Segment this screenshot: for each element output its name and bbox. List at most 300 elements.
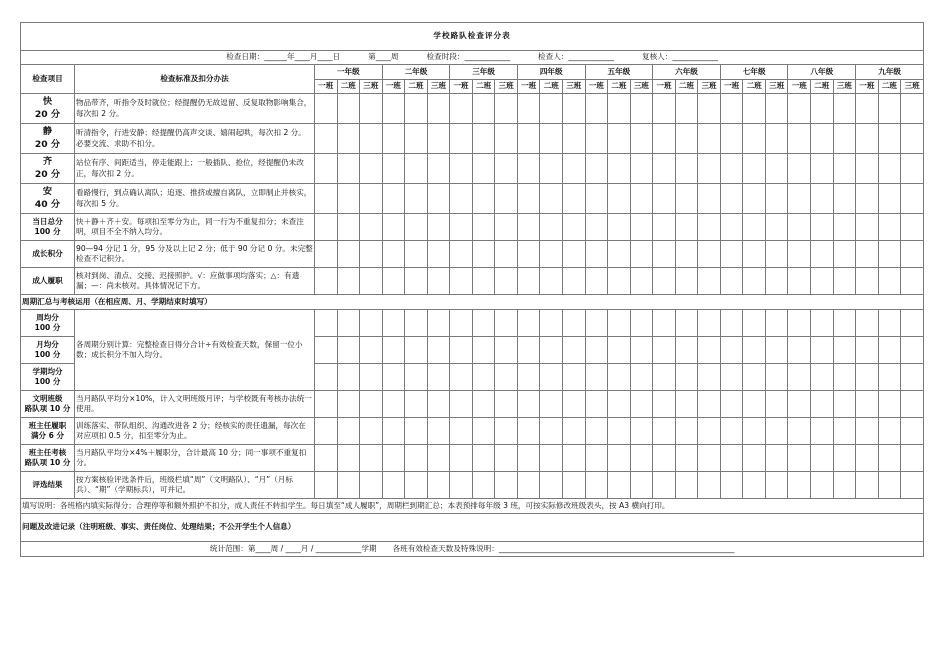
score-cell[interactable] xyxy=(585,310,608,337)
score-cell[interactable] xyxy=(382,445,405,472)
score-cell[interactable] xyxy=(901,124,924,154)
score-cell[interactable] xyxy=(675,184,698,214)
score-cell[interactable] xyxy=(698,124,721,154)
score-cell[interactable] xyxy=(811,472,834,499)
score-cell[interactable] xyxy=(472,337,495,364)
score-cell[interactable] xyxy=(788,337,811,364)
score-cell[interactable] xyxy=(720,310,743,337)
score-cell[interactable] xyxy=(856,418,879,445)
score-cell[interactable] xyxy=(743,391,766,418)
score-cell[interactable] xyxy=(450,418,473,445)
score-cell[interactable] xyxy=(833,445,856,472)
score-cell[interactable] xyxy=(472,124,495,154)
score-cell[interactable] xyxy=(360,418,383,445)
score-cell[interactable] xyxy=(540,214,563,241)
score-cell[interactable] xyxy=(878,268,901,295)
score-cell[interactable] xyxy=(405,268,428,295)
score-cell[interactable] xyxy=(337,154,360,184)
score-cell[interactable] xyxy=(878,337,901,364)
score-cell[interactable] xyxy=(517,472,540,499)
score-cell[interactable] xyxy=(811,241,834,268)
score-cell[interactable] xyxy=(563,241,586,268)
score-cell[interactable] xyxy=(856,124,879,154)
score-cell[interactable] xyxy=(811,124,834,154)
score-cell[interactable] xyxy=(653,472,676,499)
score-cell[interactable] xyxy=(765,472,788,499)
score-cell[interactable] xyxy=(720,268,743,295)
score-cell[interactable] xyxy=(878,241,901,268)
score-cell[interactable] xyxy=(630,472,653,499)
score-cell[interactable] xyxy=(856,94,879,124)
score-cell[interactable] xyxy=(382,154,405,184)
score-cell[interactable] xyxy=(743,472,766,499)
score-cell[interactable] xyxy=(653,268,676,295)
score-cell[interactable] xyxy=(653,94,676,124)
score-cell[interactable] xyxy=(563,310,586,337)
score-cell[interactable] xyxy=(765,310,788,337)
score-cell[interactable] xyxy=(427,364,450,391)
score-cell[interactable] xyxy=(405,154,428,184)
score-cell[interactable] xyxy=(585,268,608,295)
score-cell[interactable] xyxy=(563,94,586,124)
score-cell[interactable] xyxy=(765,418,788,445)
score-cell[interactable] xyxy=(427,337,450,364)
score-cell[interactable] xyxy=(427,445,450,472)
score-cell[interactable] xyxy=(901,214,924,241)
score-cell[interactable] xyxy=(608,154,631,184)
score-cell[interactable] xyxy=(630,391,653,418)
score-cell[interactable] xyxy=(901,391,924,418)
score-cell[interactable] xyxy=(765,364,788,391)
score-cell[interactable] xyxy=(427,310,450,337)
score-cell[interactable] xyxy=(563,364,586,391)
score-cell[interactable] xyxy=(653,241,676,268)
score-cell[interactable] xyxy=(811,268,834,295)
score-cell[interactable] xyxy=(856,184,879,214)
score-cell[interactable] xyxy=(901,445,924,472)
score-cell[interactable] xyxy=(630,124,653,154)
score-cell[interactable] xyxy=(743,364,766,391)
score-cell[interactable] xyxy=(720,124,743,154)
score-cell[interactable] xyxy=(878,364,901,391)
score-cell[interactable] xyxy=(698,391,721,418)
score-cell[interactable] xyxy=(788,94,811,124)
score-cell[interactable] xyxy=(563,445,586,472)
score-cell[interactable] xyxy=(337,94,360,124)
score-cell[interactable] xyxy=(765,124,788,154)
score-cell[interactable] xyxy=(765,337,788,364)
score-cell[interactable] xyxy=(856,154,879,184)
score-cell[interactable] xyxy=(675,391,698,418)
score-cell[interactable] xyxy=(653,214,676,241)
score-cell[interactable] xyxy=(653,337,676,364)
score-cell[interactable] xyxy=(472,268,495,295)
score-cell[interactable] xyxy=(405,364,428,391)
score-cell[interactable] xyxy=(472,241,495,268)
score-cell[interactable] xyxy=(315,154,338,184)
score-cell[interactable] xyxy=(698,154,721,184)
score-cell[interactable] xyxy=(517,445,540,472)
score-cell[interactable] xyxy=(495,310,518,337)
score-cell[interactable] xyxy=(765,445,788,472)
score-cell[interactable] xyxy=(427,472,450,499)
score-cell[interactable] xyxy=(517,241,540,268)
score-cell[interactable] xyxy=(788,391,811,418)
score-cell[interactable] xyxy=(315,418,338,445)
score-cell[interactable] xyxy=(517,391,540,418)
score-cell[interactable] xyxy=(698,472,721,499)
score-cell[interactable] xyxy=(675,310,698,337)
score-cell[interactable] xyxy=(788,364,811,391)
score-cell[interactable] xyxy=(608,94,631,124)
score-cell[interactable] xyxy=(811,310,834,337)
score-cell[interactable] xyxy=(540,184,563,214)
score-cell[interactable] xyxy=(405,241,428,268)
score-cell[interactable] xyxy=(630,241,653,268)
score-cell[interactable] xyxy=(720,418,743,445)
score-cell[interactable] xyxy=(765,268,788,295)
score-cell[interactable] xyxy=(901,337,924,364)
score-cell[interactable] xyxy=(450,124,473,154)
score-cell[interactable] xyxy=(833,94,856,124)
score-cell[interactable] xyxy=(540,154,563,184)
score-cell[interactable] xyxy=(337,241,360,268)
score-cell[interactable] xyxy=(360,337,383,364)
score-cell[interactable] xyxy=(337,214,360,241)
score-cell[interactable] xyxy=(811,364,834,391)
score-cell[interactable] xyxy=(653,184,676,214)
score-cell[interactable] xyxy=(540,364,563,391)
score-cell[interactable] xyxy=(653,391,676,418)
score-cell[interactable] xyxy=(563,418,586,445)
score-cell[interactable] xyxy=(765,214,788,241)
score-cell[interactable] xyxy=(811,154,834,184)
score-cell[interactable] xyxy=(788,310,811,337)
score-cell[interactable] xyxy=(315,214,338,241)
score-cell[interactable] xyxy=(878,391,901,418)
score-cell[interactable] xyxy=(788,268,811,295)
score-cell[interactable] xyxy=(540,310,563,337)
score-cell[interactable] xyxy=(540,241,563,268)
score-cell[interactable] xyxy=(698,418,721,445)
score-cell[interactable] xyxy=(495,241,518,268)
score-cell[interactable] xyxy=(517,184,540,214)
score-cell[interactable] xyxy=(743,214,766,241)
score-cell[interactable] xyxy=(495,364,518,391)
score-cell[interactable] xyxy=(856,391,879,418)
score-cell[interactable] xyxy=(360,94,383,124)
score-cell[interactable] xyxy=(472,391,495,418)
score-cell[interactable] xyxy=(472,472,495,499)
score-cell[interactable] xyxy=(405,184,428,214)
score-cell[interactable] xyxy=(337,391,360,418)
score-cell[interactable] xyxy=(833,184,856,214)
score-cell[interactable] xyxy=(450,154,473,184)
score-cell[interactable] xyxy=(450,337,473,364)
score-cell[interactable] xyxy=(495,337,518,364)
score-cell[interactable] xyxy=(833,154,856,184)
score-cell[interactable] xyxy=(382,184,405,214)
score-cell[interactable] xyxy=(608,241,631,268)
score-cell[interactable] xyxy=(675,241,698,268)
score-cell[interactable] xyxy=(720,241,743,268)
score-cell[interactable] xyxy=(901,418,924,445)
score-cell[interactable] xyxy=(427,154,450,184)
score-cell[interactable] xyxy=(315,241,338,268)
issues-record[interactable]: 问题及改进记录（注明班级、事实、责任岗位、处理结果；不公开学生个人信息） xyxy=(21,514,924,542)
score-cell[interactable] xyxy=(608,268,631,295)
score-cell[interactable] xyxy=(608,124,631,154)
score-cell[interactable] xyxy=(833,418,856,445)
score-cell[interactable] xyxy=(608,214,631,241)
score-cell[interactable] xyxy=(833,364,856,391)
score-cell[interactable] xyxy=(315,310,338,337)
score-cell[interactable] xyxy=(698,364,721,391)
score-cell[interactable] xyxy=(540,268,563,295)
score-cell[interactable] xyxy=(856,337,879,364)
score-cell[interactable] xyxy=(563,154,586,184)
score-cell[interactable] xyxy=(427,94,450,124)
score-cell[interactable] xyxy=(472,184,495,214)
score-cell[interactable] xyxy=(360,391,383,418)
score-cell[interactable] xyxy=(608,391,631,418)
score-cell[interactable] xyxy=(315,268,338,295)
score-cell[interactable] xyxy=(563,124,586,154)
score-cell[interactable] xyxy=(337,268,360,295)
score-cell[interactable] xyxy=(653,124,676,154)
score-cell[interactable] xyxy=(360,214,383,241)
score-cell[interactable] xyxy=(540,472,563,499)
score-cell[interactable] xyxy=(315,391,338,418)
score-cell[interactable] xyxy=(856,472,879,499)
score-cell[interactable] xyxy=(698,268,721,295)
score-cell[interactable] xyxy=(450,94,473,124)
score-cell[interactable] xyxy=(360,241,383,268)
score-cell[interactable] xyxy=(382,214,405,241)
score-cell[interactable] xyxy=(856,241,879,268)
score-cell[interactable] xyxy=(630,94,653,124)
score-cell[interactable] xyxy=(811,391,834,418)
score-cell[interactable] xyxy=(856,310,879,337)
score-cell[interactable] xyxy=(675,94,698,124)
score-cell[interactable] xyxy=(315,364,338,391)
score-cell[interactable] xyxy=(360,445,383,472)
score-cell[interactable] xyxy=(856,364,879,391)
score-cell[interactable] xyxy=(675,214,698,241)
score-cell[interactable] xyxy=(901,310,924,337)
score-cell[interactable] xyxy=(405,445,428,472)
score-cell[interactable] xyxy=(630,268,653,295)
score-cell[interactable] xyxy=(517,310,540,337)
score-cell[interactable] xyxy=(698,94,721,124)
score-cell[interactable] xyxy=(585,241,608,268)
score-cell[interactable] xyxy=(675,268,698,295)
score-cell[interactable] xyxy=(495,391,518,418)
score-cell[interactable] xyxy=(360,472,383,499)
score-cell[interactable] xyxy=(833,391,856,418)
score-cell[interactable] xyxy=(382,241,405,268)
score-cell[interactable] xyxy=(811,214,834,241)
score-cell[interactable] xyxy=(833,337,856,364)
score-cell[interactable] xyxy=(765,391,788,418)
score-cell[interactable] xyxy=(495,214,518,241)
score-cell[interactable] xyxy=(833,472,856,499)
score-cell[interactable] xyxy=(585,337,608,364)
score-cell[interactable] xyxy=(630,337,653,364)
score-cell[interactable] xyxy=(405,310,428,337)
score-cell[interactable] xyxy=(517,418,540,445)
score-cell[interactable] xyxy=(630,418,653,445)
score-cell[interactable] xyxy=(856,214,879,241)
score-cell[interactable] xyxy=(337,445,360,472)
score-cell[interactable] xyxy=(901,241,924,268)
score-cell[interactable] xyxy=(585,184,608,214)
score-cell[interactable] xyxy=(585,391,608,418)
score-cell[interactable] xyxy=(585,364,608,391)
score-cell[interactable] xyxy=(427,391,450,418)
score-cell[interactable] xyxy=(811,418,834,445)
score-cell[interactable] xyxy=(901,94,924,124)
score-cell[interactable] xyxy=(765,184,788,214)
score-cell[interactable] xyxy=(472,214,495,241)
score-cell[interactable] xyxy=(878,124,901,154)
score-cell[interactable] xyxy=(788,418,811,445)
score-cell[interactable] xyxy=(653,154,676,184)
score-cell[interactable] xyxy=(563,337,586,364)
score-cell[interactable] xyxy=(901,154,924,184)
score-cell[interactable] xyxy=(788,445,811,472)
score-cell[interactable] xyxy=(765,154,788,184)
score-cell[interactable] xyxy=(315,124,338,154)
score-cell[interactable] xyxy=(382,124,405,154)
score-cell[interactable] xyxy=(585,472,608,499)
score-cell[interactable] xyxy=(878,214,901,241)
score-cell[interactable] xyxy=(405,94,428,124)
score-cell[interactable] xyxy=(315,337,338,364)
score-cell[interactable] xyxy=(608,445,631,472)
score-cell[interactable] xyxy=(472,94,495,124)
score-cell[interactable] xyxy=(360,124,383,154)
score-cell[interactable] xyxy=(495,472,518,499)
score-cell[interactable] xyxy=(405,337,428,364)
score-cell[interactable] xyxy=(720,391,743,418)
score-cell[interactable] xyxy=(720,94,743,124)
score-cell[interactable] xyxy=(405,214,428,241)
score-cell[interactable] xyxy=(540,94,563,124)
score-cell[interactable] xyxy=(472,364,495,391)
score-cell[interactable] xyxy=(698,445,721,472)
score-cell[interactable] xyxy=(495,445,518,472)
score-cell[interactable] xyxy=(540,337,563,364)
score-cell[interactable] xyxy=(720,364,743,391)
score-cell[interactable] xyxy=(811,94,834,124)
score-cell[interactable] xyxy=(495,154,518,184)
score-cell[interactable] xyxy=(743,268,766,295)
score-cell[interactable] xyxy=(833,268,856,295)
score-cell[interactable] xyxy=(495,268,518,295)
score-cell[interactable] xyxy=(608,364,631,391)
score-cell[interactable] xyxy=(495,124,518,154)
score-cell[interactable] xyxy=(517,154,540,184)
score-cell[interactable] xyxy=(563,391,586,418)
score-cell[interactable] xyxy=(427,418,450,445)
score-cell[interactable] xyxy=(653,445,676,472)
score-cell[interactable] xyxy=(495,184,518,214)
score-cell[interactable] xyxy=(653,418,676,445)
score-cell[interactable] xyxy=(315,184,338,214)
score-cell[interactable] xyxy=(337,364,360,391)
score-cell[interactable] xyxy=(698,214,721,241)
score-cell[interactable] xyxy=(427,214,450,241)
score-cell[interactable] xyxy=(450,364,473,391)
score-cell[interactable] xyxy=(720,445,743,472)
score-cell[interactable] xyxy=(630,445,653,472)
score-cell[interactable] xyxy=(901,184,924,214)
score-cell[interactable] xyxy=(788,472,811,499)
score-cell[interactable] xyxy=(450,214,473,241)
score-cell[interactable] xyxy=(540,124,563,154)
score-cell[interactable] xyxy=(382,391,405,418)
score-cell[interactable] xyxy=(450,184,473,214)
score-cell[interactable] xyxy=(427,268,450,295)
score-cell[interactable] xyxy=(675,418,698,445)
score-cell[interactable] xyxy=(337,124,360,154)
score-cell[interactable] xyxy=(720,214,743,241)
score-cell[interactable] xyxy=(585,94,608,124)
score-cell[interactable] xyxy=(450,241,473,268)
score-cell[interactable] xyxy=(675,337,698,364)
score-cell[interactable] xyxy=(698,337,721,364)
score-cell[interactable] xyxy=(608,310,631,337)
score-cell[interactable] xyxy=(833,124,856,154)
score-cell[interactable] xyxy=(878,154,901,184)
score-cell[interactable] xyxy=(405,418,428,445)
score-cell[interactable] xyxy=(788,241,811,268)
score-cell[interactable] xyxy=(743,337,766,364)
score-cell[interactable] xyxy=(743,310,766,337)
score-cell[interactable] xyxy=(472,154,495,184)
score-cell[interactable] xyxy=(517,124,540,154)
score-cell[interactable] xyxy=(675,445,698,472)
score-cell[interactable] xyxy=(382,418,405,445)
score-cell[interactable] xyxy=(675,472,698,499)
score-cell[interactable] xyxy=(878,310,901,337)
score-cell[interactable] xyxy=(788,214,811,241)
score-cell[interactable] xyxy=(653,364,676,391)
score-cell[interactable] xyxy=(382,472,405,499)
score-cell[interactable] xyxy=(540,418,563,445)
score-cell[interactable] xyxy=(878,184,901,214)
score-cell[interactable] xyxy=(517,268,540,295)
score-cell[interactable] xyxy=(653,310,676,337)
score-cell[interactable] xyxy=(675,124,698,154)
score-cell[interactable] xyxy=(337,184,360,214)
score-cell[interactable] xyxy=(360,310,383,337)
score-cell[interactable] xyxy=(472,418,495,445)
score-cell[interactable] xyxy=(698,184,721,214)
score-cell[interactable] xyxy=(405,391,428,418)
score-cell[interactable] xyxy=(382,94,405,124)
score-cell[interactable] xyxy=(382,364,405,391)
score-cell[interactable] xyxy=(630,154,653,184)
score-cell[interactable] xyxy=(720,472,743,499)
score-cell[interactable] xyxy=(450,445,473,472)
score-cell[interactable] xyxy=(720,154,743,184)
score-cell[interactable] xyxy=(743,418,766,445)
score-cell[interactable] xyxy=(743,445,766,472)
score-cell[interactable] xyxy=(315,94,338,124)
score-cell[interactable] xyxy=(878,445,901,472)
